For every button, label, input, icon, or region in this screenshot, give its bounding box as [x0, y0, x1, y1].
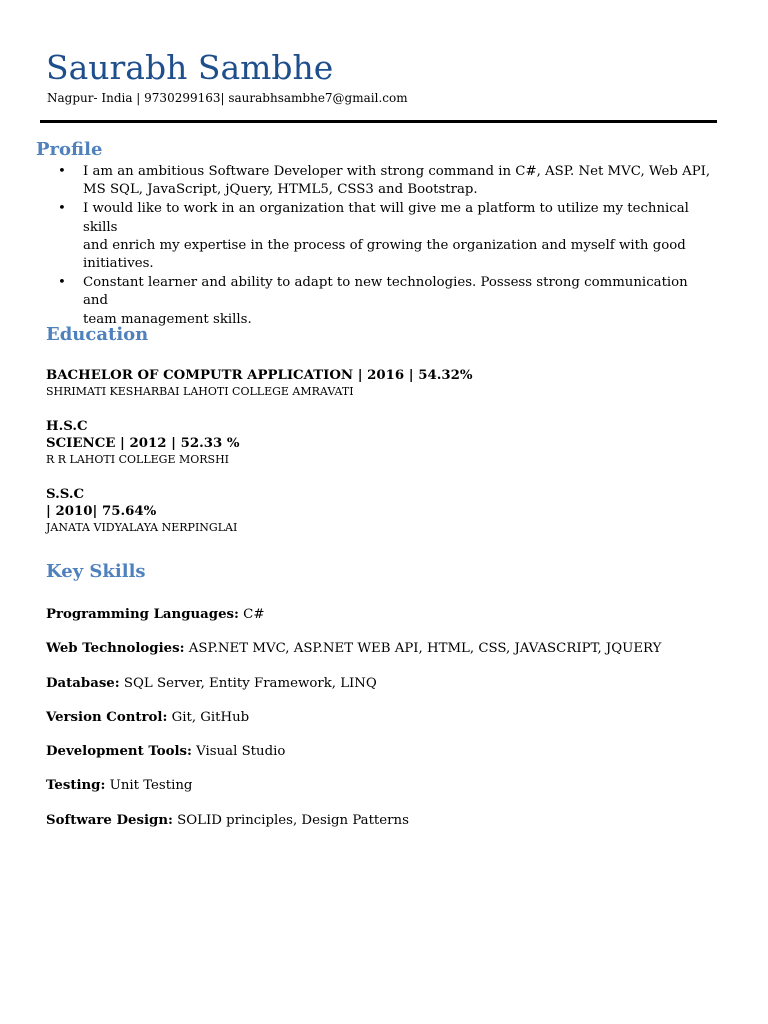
skill-item: [46, 607, 265, 622]
institution-name: SHRIMATI KESHARBAI LAHOTI COLLEGE AMRAVATI: [46, 385, 354, 398]
profile-bullet: [56, 274, 716, 329]
section-heading-education: Education: [46, 324, 149, 345]
skill-item: [46, 778, 192, 793]
skill-label: Web Technologies:: [46, 641, 185, 656]
bullet-icon: •: [58, 201, 66, 217]
profile-bullet: [56, 200, 716, 273]
section-heading-key-skills: Key Skills: [46, 561, 146, 582]
section-heading-profile: Profile: [36, 139, 103, 160]
skill-label: Development Tools:: [46, 744, 192, 759]
skill-item: [46, 813, 409, 828]
skill-value: Unit Testing: [105, 778, 193, 793]
skill-value: Git, GitHub: [167, 710, 250, 725]
header-divider: [40, 120, 717, 123]
education-entry: [46, 418, 240, 468]
bullet-icon: •: [58, 164, 66, 179]
skill-value: C#: [238, 607, 265, 622]
skill-item: [46, 710, 249, 725]
skill-label: Version Control:: [46, 710, 168, 725]
skill-item: [46, 676, 377, 691]
profile-bullet-line: initiatives.: [83, 256, 154, 272]
education-entry: [46, 486, 237, 536]
institution-name: R R LAHOTI COLLEGE MORSHI: [46, 453, 230, 466]
skill-label: Software Design:: [46, 813, 173, 828]
skill-value: ASP.NET MVC, ASP.NET WEB API, HTML, CSS, JAVASCRIPT, JQUERY: [184, 641, 662, 656]
degree-line: SCIENCE | 2012 | 52.33 %: [46, 436, 240, 451]
contact-line: Nagpur- India | 9730299163| saurabhsambhe7@gmail.com: [47, 91, 408, 105]
profile-bullet-line: and enrich my expertise in the process of growing the organization and myself with good: [83, 237, 686, 253]
degree-line: S.S.C: [46, 487, 85, 502]
profile-bullet-line: team management skills.: [83, 311, 252, 327]
candidate-name: Saurabh Sambhe: [46, 48, 334, 87]
institution-name: JANATA VIDYALAYA NERPINGLAI: [46, 521, 238, 534]
profile-bullet-list: [56, 163, 716, 330]
bullet-icon: •: [58, 275, 66, 291]
skill-label: Database:: [46, 676, 120, 691]
profile-bullet-line: MS SQL, JavaScript, jQuery, HTML5, CSS3 and Bootstrap.: [83, 182, 478, 198]
skill-value: Visual Studio: [191, 744, 286, 759]
education-entry: [46, 367, 473, 400]
skill-value: SQL Server, Entity Framework, LINQ: [119, 676, 377, 691]
skill-label: Testing:: [46, 778, 106, 793]
profile-bullet-line: I would like to work in an organization that will give me a platform to utilize my technical skills: [83, 201, 689, 235]
skill-label: Programming Languages:: [46, 607, 239, 622]
degree-line: | 2010| 75.64%: [46, 504, 157, 519]
skill-value: SOLID principles, Design Patterns: [172, 813, 409, 828]
degree-line: BACHELOR OF COMPUTR APPLICATION | 2016 | 54.32%: [46, 368, 473, 383]
degree-line: H.S.C: [46, 419, 88, 434]
profile-bullet-line: I am an ambitious Software Developer with strong command in C#, ASP. Net MVC, Web API,: [83, 164, 711, 179]
skill-item: [46, 744, 285, 759]
profile-bullet: [56, 163, 716, 199]
profile-bullet-line: Constant learner and ability to adapt to new technologies. Possess strong communication and: [83, 275, 688, 309]
skill-item: [46, 641, 661, 656]
